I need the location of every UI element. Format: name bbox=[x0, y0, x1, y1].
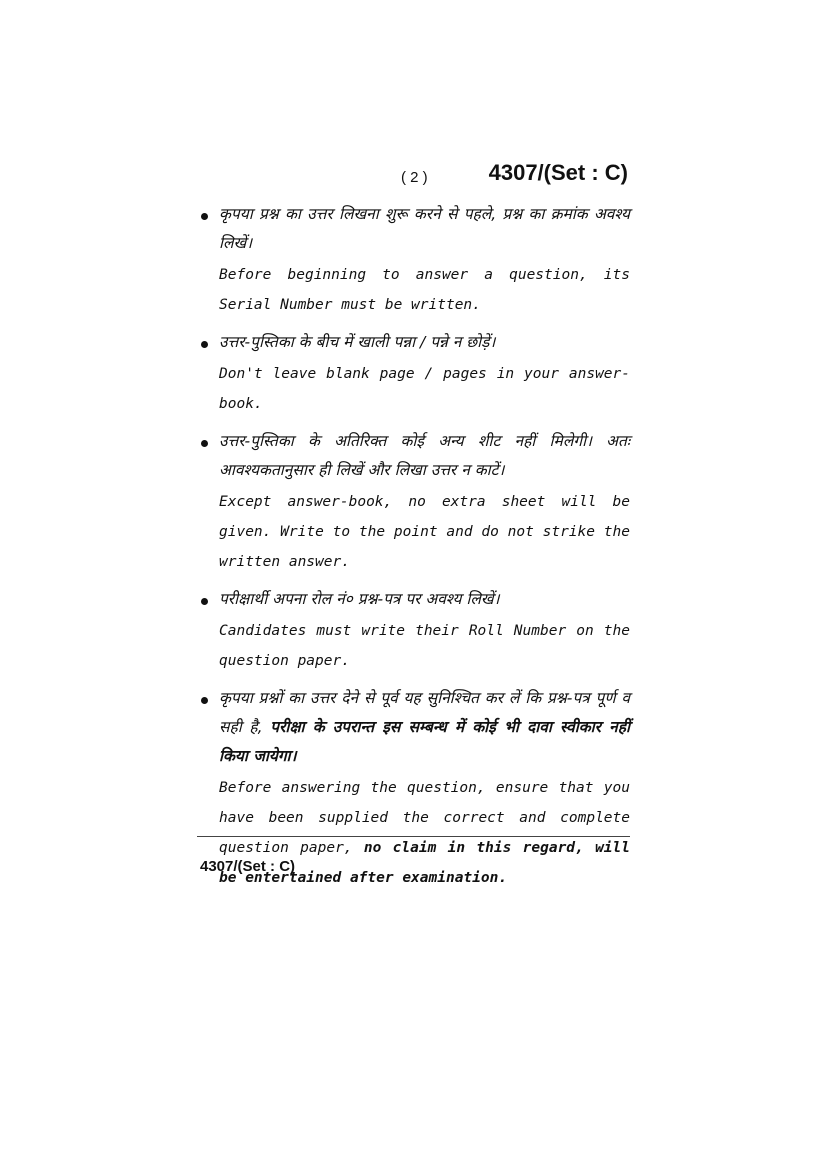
instruction-hindi: उत्तर-पुस्तिका के बीच में खाली पन्ना / पन्ने न छोड़ें। bbox=[219, 333, 496, 351]
instruction-item bbox=[197, 585, 630, 676]
bullet-icon bbox=[201, 697, 208, 704]
page-header bbox=[200, 160, 630, 192]
instruction-english-bold: no claim in this regard, will be entertained after examination. bbox=[219, 840, 630, 886]
instruction-item bbox=[197, 200, 630, 320]
instructions-list bbox=[197, 200, 630, 901]
instruction-item bbox=[197, 427, 630, 577]
bullet-icon bbox=[201, 598, 208, 605]
divider-line bbox=[197, 836, 630, 837]
instruction-english-regular: Before answering the question, ensure that you have been supplied the correct and complete question paper, bbox=[219, 780, 630, 856]
instruction-english: Candidates must write their Roll Number on the question paper. bbox=[219, 623, 630, 669]
instruction-hindi: परीक्षार्थी अपना रोल नं० प्रश्न-पत्र पर अवश्य लिखें। bbox=[219, 590, 500, 608]
instruction-english: Before beginning to answer a question, its Serial Number must be written. bbox=[219, 267, 630, 313]
instruction-english bbox=[219, 773, 630, 893]
footer-paper-code: 4307/(Set : C) bbox=[200, 858, 296, 875]
instruction-hindi bbox=[219, 684, 630, 771]
bullet-icon bbox=[201, 213, 208, 220]
bullet-icon bbox=[201, 440, 208, 447]
instruction-english: Don't leave blank page / pages in your answer-book. bbox=[219, 366, 630, 412]
instruction-hindi-regular: कृपया प्रश्नों का उत्तर देने से पूर्व यह सुनिश्चित कर लें कि प्रश्न-पत्र पूर्ण व सही है, bbox=[219, 689, 630, 736]
instruction-hindi: कृपया प्रश्न का उत्तर लिखना शुरू करने से पहले, प्रश्न का क्रमांक अवश्य लिखें। bbox=[219, 205, 630, 252]
bullet-icon bbox=[201, 341, 208, 348]
page-number: ( 2 ) bbox=[401, 169, 428, 186]
paper-code: 4307/(Set : C) bbox=[488, 160, 628, 185]
instruction-hindi-bold: परीक्षा के उपरान्त इस सम्बन्ध में कोई भी दावा स्वीकार नहीं किया जायेगा। bbox=[219, 718, 630, 765]
instruction-english: Except answer-book, no extra sheet will be given. Write to the point and do not strike the written answer. bbox=[219, 494, 630, 570]
instruction-hindi: उत्तर-पुस्तिका के अतिरिक्त कोई अन्य शीट नहीं मिलेगी। अतः आवश्यकतानुसार ही लिखें और लिखा उत्तर न काटें। bbox=[219, 432, 630, 479]
instruction-item bbox=[197, 328, 630, 419]
